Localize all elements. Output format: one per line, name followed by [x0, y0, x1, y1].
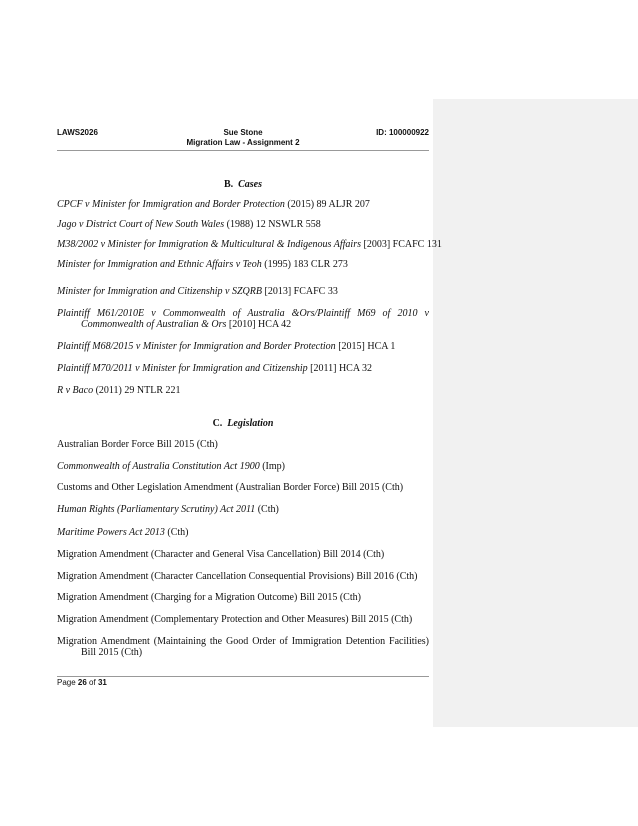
case-citation [57, 219, 429, 230]
legislation-citation [57, 461, 429, 472]
legislation-citation [57, 549, 429, 560]
citation-title: Minister for Immigration and Ethnic Affairs v Teoh [57, 259, 262, 270]
citation-reference: Migration Amendment (Charging for a Migration Outcome) Bill 2015 (Cth) [57, 592, 361, 603]
legislation-citation [57, 482, 429, 493]
citation-reference: Migration Amendment (Character and General Visa Cancellation) Bill 2014 (Cth) [57, 549, 385, 560]
case-citation [57, 286, 429, 297]
citation-reference: [2011] HCA 32 [307, 363, 373, 374]
header-course: LAWS2026 [57, 128, 98, 137]
citation-reference: (1988) 12 NSWLR 558 [224, 219, 321, 230]
cases-heading: B. Cases [223, 179, 263, 190]
citation-reference: (Cth) [255, 504, 279, 515]
header-rule [57, 150, 429, 151]
citation-title: CPCF v Minister for Immigration and Border Protection [57, 199, 285, 210]
citation-reference: Australian Border Force Bill 2015 (Cth) [57, 439, 218, 450]
citation-title: M38/2002 v Minister for Immigration & Multicultural & Indigenous Affairs [57, 239, 361, 250]
case-citation [57, 239, 442, 250]
header-id: ID: 100000922 [376, 128, 429, 137]
citation-reference: [2003] FCAFC 131 [360, 239, 442, 250]
citation-reference: [2013] FCAFC 33 [262, 286, 338, 297]
legislation-citation [57, 614, 429, 625]
citation-title: Minister for Immigration and Citizenship v SZQRB [57, 286, 262, 297]
citation-reference: (1995) 183 CLR 273 [261, 259, 348, 270]
citation-title: Human Rights (Parliamentary Scrutiny) Act 2011 [57, 504, 256, 515]
case-citation [57, 341, 429, 352]
citation-reference: (2011) 29 NTLR 221 [93, 385, 181, 396]
citation-title: Plaintiff M70/2011 v Minister for Immigration and Citizenship [57, 363, 308, 374]
legislation-citation [57, 571, 429, 582]
citation-title: Plaintiff M61/2010E v Commonwealth of Australia &Ors/Plaintiff M69 of 2010 v Commonwealth of Australian & Ors [57, 308, 429, 330]
citation-reference: [2015] HCA 1 [335, 341, 396, 352]
page-number: Page 26 of 31 [57, 678, 107, 687]
citation-reference: Migration Amendment (Character Cancellation Consequential Provisions) Bill 2016 (Cth) [57, 571, 418, 582]
comments-pane [433, 99, 638, 727]
legislation-citation [57, 592, 429, 603]
citation-title: Maritime Powers Act 2013 [57, 527, 165, 538]
case-citation [57, 199, 429, 210]
case-citation [57, 385, 429, 396]
citation-reference: Migration Amendment (Maintaining the Good Order of Immigration Detention Facilities) Bill 2015 (Cth) [57, 636, 429, 658]
citation-title: Plaintiff M68/2015 v Minister for Immigration and Border Protection [57, 341, 336, 352]
case-citation [57, 308, 429, 330]
header-subtitle: Migration Law - Assignment 2 [186, 138, 300, 147]
legislation-citation [57, 636, 429, 658]
citation-reference: Migration Amendment (Complementary Protection and Other Measures) Bill 2015 (Cth) [57, 614, 413, 625]
case-citation [57, 259, 429, 270]
case-citation [57, 363, 429, 374]
citation-title: Commonwealth of Australia Constitution Act 1900 [57, 461, 260, 472]
legislation-citation [57, 439, 429, 450]
legislation-heading: C. Legislation [212, 418, 274, 429]
header-author: Sue Stone [223, 128, 263, 137]
citation-reference: (Cth) [164, 527, 189, 538]
citation-reference: (Imp) [259, 461, 285, 472]
legislation-citation [57, 527, 429, 538]
legislation-citation [57, 504, 429, 515]
footer-rule [57, 676, 429, 677]
citation-title: R v Baco [57, 385, 94, 396]
citation-title: Jago v District Court of New South Wales [57, 219, 225, 230]
citation-reference: Customs and Other Legislation Amendment (Australian Border Force) Bill 2015 (Cth) [57, 482, 404, 493]
citation-reference: (2015) 89 ALJR 207 [284, 199, 370, 210]
citation-reference: [2010] HCA 42 [226, 319, 292, 330]
